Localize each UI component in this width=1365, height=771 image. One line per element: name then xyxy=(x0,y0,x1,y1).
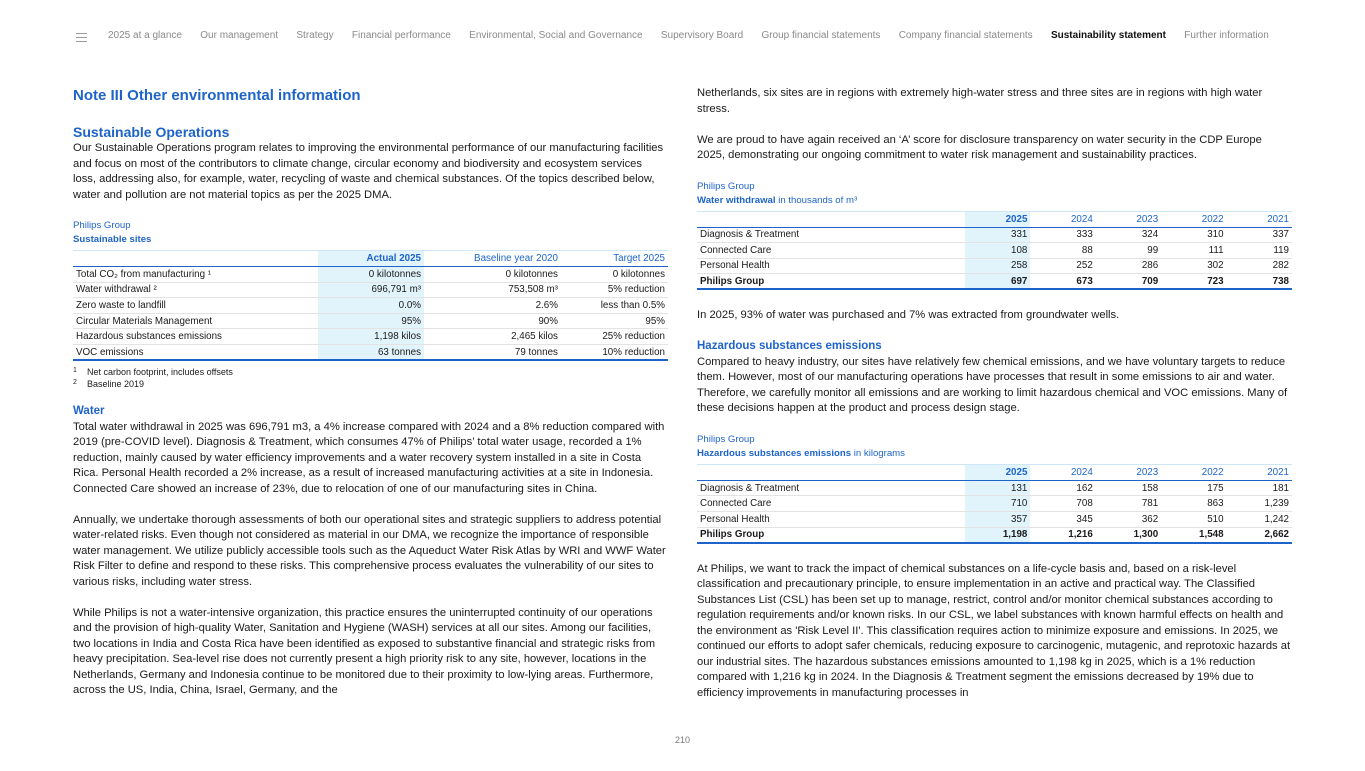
sustainable-sites-table xyxy=(73,250,668,361)
top-navigation xyxy=(0,0,1365,74)
cell-value: 510 xyxy=(1161,512,1226,528)
nav-item-financial-performance[interactable]: Financial performance xyxy=(351,30,451,41)
water-source-paragraph: In 2025, 93% of water was purchased and 7% was extracted from groundwater wells. xyxy=(697,309,1120,322)
row-label: Connected Care xyxy=(697,496,965,512)
cell-actual: 95% xyxy=(318,313,424,329)
nav-item-our-management[interactable]: Our management xyxy=(200,30,279,41)
cell-value: 331 xyxy=(965,227,1030,243)
nav-item-strategy[interactable]: Strategy xyxy=(296,30,334,41)
row-label: VOC emissions xyxy=(73,344,318,360)
footnote xyxy=(73,378,668,390)
col-header-2021: 2021 xyxy=(1227,211,1292,227)
total-value: 1,216 xyxy=(1030,527,1095,543)
cell-target: 5% reduction xyxy=(561,282,668,298)
hazardous-paragraph-2: At Philips, we want to track the impact of chemical substances on a life-cycle basis and, based on a risk-level classification and precautionary principle, to ensure implementation in an active and practical way. The Classified Substances List (CSL) has been set up to manage, restrict, control and/or monitor chemical substances according to regulation requirements and/or known risks. In our CSL, we label substances with known harmful effects on health and the environment as 'Risk Level II'. This classification requires action to minimize exposure and emissions. In 2025, we continued our efforts to adopt safer chemicals, reducing exposure to carcinogenic, mutagenic, and reprotoxic hazards at our industrial sites. The hazardous substances emissions amounted to 1,198 kg in 2025, which is a 1% reduction compared with 1,216 kg in 2024. In the Diagnosis & Treatment segment the emissions decreased by 19% due to efficiency improvements in manufacturing processes in xyxy=(697,562,1291,699)
table-row xyxy=(73,329,668,345)
row-label: Hazardous substances emissions xyxy=(73,329,318,345)
cell-baseline: 0 kilotonnes xyxy=(424,267,561,283)
col-header-2025: 2025 xyxy=(965,211,1030,227)
cell-value: 1,242 xyxy=(1227,512,1292,528)
total-value: 697 xyxy=(965,274,1030,290)
cell-value: 357 xyxy=(965,512,1030,528)
table-footnotes xyxy=(73,366,668,390)
caption-unit: in kilograms xyxy=(851,447,905,459)
total-value: 1,548 xyxy=(1161,527,1226,543)
cell-value: 111 xyxy=(1161,243,1226,259)
col-header-segment xyxy=(697,464,965,480)
sustainable-operations-text: Our Sustainable Operations program relates to improving the environmental performance of our manufacturing facilities and focus on most of the contributors to climate change, circular economy and biodiversity and ecosystem services loss, addressing also, for example, water, recycling of waste and chemical substances. Of the topics described below, water and pollution are not material topics as per the 2025 DMA. xyxy=(73,142,664,201)
cell-value: 781 xyxy=(1096,496,1161,512)
total-value: 2,662 xyxy=(1227,527,1292,543)
caption-bold: Water withdrawal xyxy=(697,194,776,206)
cell-value: 333 xyxy=(1030,227,1095,243)
cell-value: 252 xyxy=(1030,258,1095,274)
table-row xyxy=(697,243,1292,259)
table-row xyxy=(697,496,1292,512)
haz-table-caption-group: Philips Group xyxy=(697,433,755,445)
water-table-caption-group: Philips Group xyxy=(697,180,755,192)
caption-unit: in thousands of m³ xyxy=(775,194,858,206)
row-label: Total CO₂ from manufacturing ¹ xyxy=(73,267,318,283)
footnote-text: Net carbon footprint, includes offsets xyxy=(87,367,233,378)
nav-item-supervisory-board[interactable]: Supervisory Board xyxy=(660,30,744,41)
total-label: Philips Group xyxy=(697,527,965,543)
right-column xyxy=(697,80,1292,701)
col-header-actual-2025: Actual 2025 xyxy=(318,251,424,267)
table-row xyxy=(697,480,1292,496)
footnote-number: 2 xyxy=(73,379,77,387)
row-label: Personal Health xyxy=(697,512,965,528)
nav-item-group-financial-statements[interactable]: Group financial statements xyxy=(761,30,881,41)
water-heading: Water xyxy=(73,405,105,418)
row-label: Diagnosis & Treatment xyxy=(697,480,965,496)
cell-actual: 63 tonnes xyxy=(318,344,424,360)
table-row xyxy=(697,512,1292,528)
col-header-target-2025: Target 2025 xyxy=(561,251,668,267)
cell-value: 310 xyxy=(1161,227,1226,243)
cell-target: 25% reduction xyxy=(561,329,668,345)
col-header-2023: 2023 xyxy=(1096,464,1161,480)
col-header-2022: 2022 xyxy=(1161,211,1226,227)
cell-value: 337 xyxy=(1227,227,1292,243)
water-stress-continued: Netherlands, six sites are in regions with extremely high-water stress and three sites are in regions with high water stress. xyxy=(697,87,1263,115)
cell-target: 10% reduction xyxy=(561,344,668,360)
col-header-2022: 2022 xyxy=(1161,464,1226,480)
cell-value: 99 xyxy=(1096,243,1161,259)
cell-baseline: 753,508 m³ xyxy=(424,282,561,298)
row-label: Circular Materials Management xyxy=(73,313,318,329)
nav-items xyxy=(108,30,1287,41)
hamburger-menu-icon[interactable] xyxy=(76,33,87,42)
footnote xyxy=(73,366,668,378)
table-row xyxy=(73,298,668,314)
col-header-2024: 2024 xyxy=(1030,464,1095,480)
row-label: Zero waste to landfill xyxy=(73,298,318,314)
table-total-row xyxy=(697,274,1292,290)
cell-value: 710 xyxy=(965,496,1030,512)
cell-target: 95% xyxy=(561,313,668,329)
water-paragraph-3: While Philips is not a water-intensive organization, this practice ensures the uninterrupted continuity of our operations and the provision of high-quality Water, Sanitation and Hygiene (WASH) services at all our sites. Among our facilities, two locations in India and Costa Rica have been identified as exposed to substantive financial and strategic risks from heavy precipitation. Sea-level rise does not currently present a high priority risk to any site, however, locations in the Netherlands, Germany and Indonesia continue to be monitored due to their proximity to low-lying areas. Furthermore, across the US, India, China, Israel, Germany, and the xyxy=(73,606,656,697)
col-header-segment xyxy=(697,211,965,227)
cell-actual: 0 kilotonnes xyxy=(318,267,424,283)
cell-value: 162 xyxy=(1030,480,1095,496)
total-value: 1,300 xyxy=(1096,527,1161,543)
table-row xyxy=(73,267,668,283)
total-value: 738 xyxy=(1227,274,1292,290)
row-label: Personal Health xyxy=(697,258,965,274)
cell-target: 0 kilotonnes xyxy=(561,267,668,283)
total-label: Philips Group xyxy=(697,274,965,290)
cell-value: 324 xyxy=(1096,227,1161,243)
cell-value: 158 xyxy=(1096,480,1161,496)
nav-item-esg[interactable]: Environmental, Social and Governance xyxy=(469,30,643,41)
water-paragraph-2: Annually, we undertake thorough assessments of both our operational sites and strategic suppliers to address potential water-related risks. Even though not considered as material in our DMA, we recognize the importance of responsible water management. We utilize publicly accessible tools such as the Aqueduct Water Risk Atlas by WRI and WWF Water Risk Filter to define and respond to these risks. This comprehensive process evaluates the vulnerability of our sites to various risks, including water stress. xyxy=(73,513,666,588)
cdp-score-paragraph: We are proud to have again received an ‘A’ score for disclosure transparency on water security in the CDP Europe 2025, demonstrating our ongoing commitment to water risk management and sustainability practices. xyxy=(697,133,1262,161)
cell-value: 119 xyxy=(1227,243,1292,259)
cell-baseline: 90% xyxy=(424,313,561,329)
col-header-2025: 2025 xyxy=(965,464,1030,480)
hazardous-paragraph-1: Compared to heavy industry, our sites have relatively few chemical emissions, and we have voluntary targets to reduce them. However, most of our manufacturing operations have processes that result in some emissions to air and water. Therefore, we carefully monitor all emissions and are working to limit hazardous chemical and VOC emissions. Many of these decisions happen at the product and process design stage. xyxy=(697,355,1288,415)
cell-actual: 696,791 m³ xyxy=(318,282,424,298)
cell-target: less than 0.5% xyxy=(561,298,668,314)
nav-item-company-financial-statements[interactable]: Company financial statements xyxy=(898,30,1033,41)
cell-value: 863 xyxy=(1161,496,1226,512)
table-row xyxy=(697,227,1292,243)
cell-value: 181 xyxy=(1227,480,1292,496)
table-row xyxy=(73,344,668,360)
cell-value: 302 xyxy=(1161,258,1226,274)
cell-value: 88 xyxy=(1030,243,1095,259)
cell-value: 362 xyxy=(1096,512,1161,528)
table-total-row xyxy=(697,527,1292,543)
footnote-text: Baseline 2019 xyxy=(87,379,145,390)
row-label: Connected Care xyxy=(697,243,965,259)
haz-table-caption-title xyxy=(697,447,1292,461)
total-value: 709 xyxy=(1096,274,1161,290)
cell-value: 345 xyxy=(1030,512,1095,528)
cell-value: 108 xyxy=(965,243,1030,259)
table-row xyxy=(73,282,668,298)
row-label: Diagnosis & Treatment xyxy=(697,227,965,243)
sustainable-operations-heading: Sustainable Operations xyxy=(73,124,230,140)
total-value: 673 xyxy=(1030,274,1095,290)
water-withdrawal-table xyxy=(697,211,1292,291)
col-header-metric xyxy=(73,251,318,267)
water-paragraph-1: Total water withdrawal in 2025 was 696,791 m3, a 4% increase compared with 2024 and a 8% reduction compared with 2019 (pre-COVID level). Diagnosis & Treatment, which consumes 47% of Philips’ total water usage, recorded a 1% reduction, mainly caused by water efficiency improvements and a water recovery system installed in a site in Costa Rica. Personal Health recorded a 2% increase, as a result of increased manufacturing activities at a site in Indonesia. Connected Care showed an increase of 23%, due to relocation of one of our manufacturing sites in China. xyxy=(73,420,665,495)
left-column xyxy=(73,80,668,699)
total-value: 723 xyxy=(1161,274,1226,290)
cell-value: 175 xyxy=(1161,480,1226,496)
cell-value: 282 xyxy=(1227,258,1292,274)
cell-value: 131 xyxy=(965,480,1030,496)
cell-baseline: 79 tonnes xyxy=(424,344,561,360)
cell-value: 1,239 xyxy=(1227,496,1292,512)
note-title: Note III Other environmental information xyxy=(73,87,361,104)
col-header-2024: 2024 xyxy=(1030,211,1095,227)
hazardous-substances-heading: Hazardous substances emissions xyxy=(697,340,882,353)
table-row xyxy=(73,313,668,329)
total-value: 1,198 xyxy=(965,527,1030,543)
sites-table-caption-title: Sustainable sites xyxy=(73,234,152,245)
footnote-number: 1 xyxy=(73,367,77,375)
cell-value: 286 xyxy=(1096,258,1161,274)
table-row xyxy=(697,258,1292,274)
col-header-baseline-2020: Baseline year 2020 xyxy=(424,251,561,267)
water-table-caption-title xyxy=(697,194,1292,208)
caption-bold: Hazardous substances emissions xyxy=(697,447,852,459)
nav-item-further-information[interactable]: Further information xyxy=(1184,30,1269,41)
cell-baseline: 2,465 kilos xyxy=(424,329,561,345)
cell-baseline: 2.6% xyxy=(424,298,561,314)
sites-table-caption-group: Philips Group xyxy=(73,220,131,231)
col-header-2023: 2023 xyxy=(1096,211,1161,227)
row-label: Water withdrawal ² xyxy=(73,282,318,298)
nav-item-at-a-glance[interactable]: 2025 at a glance xyxy=(108,30,182,41)
cell-value: 708 xyxy=(1030,496,1095,512)
nav-item-sustainability-statement[interactable]: Sustainability statement xyxy=(1050,30,1166,41)
cell-actual: 0.0% xyxy=(318,298,424,314)
cell-actual: 1,198 kilos xyxy=(318,329,424,345)
cell-value: 258 xyxy=(965,258,1030,274)
hazardous-emissions-table xyxy=(697,464,1292,544)
page-number: 210 xyxy=(675,735,691,745)
col-header-2021: 2021 xyxy=(1227,464,1292,480)
